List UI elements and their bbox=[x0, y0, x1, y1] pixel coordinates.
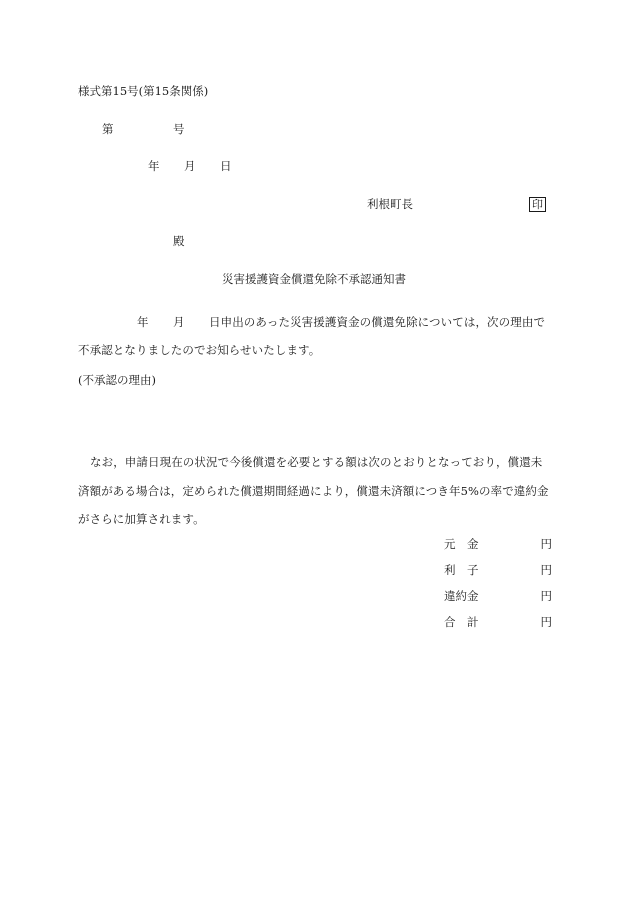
seal-label: 印 bbox=[529, 197, 546, 212]
doc-number-prefix: 第 bbox=[102, 122, 114, 136]
amount-row-penalty bbox=[444, 588, 552, 602]
amount-unit: 円 bbox=[540, 537, 552, 551]
note-line-2: 済額がある場合は，定められた償還期間経過により，償還未済額につき年5%の率で違約金 bbox=[78, 484, 549, 498]
form-number: 様式第15号(第15条関係) bbox=[78, 84, 209, 98]
amount-row-principal bbox=[444, 536, 552, 550]
amount-label: 元 金 bbox=[444, 537, 479, 551]
amount-unit: 円 bbox=[540, 589, 552, 603]
reason-heading: (不承認の理由) bbox=[78, 373, 156, 387]
date-year: 年 bbox=[148, 159, 160, 173]
amount-label: 違約金 bbox=[444, 589, 479, 603]
amount-unit: 円 bbox=[540, 563, 552, 577]
date-day: 日 bbox=[220, 159, 232, 173]
amount-label: 合 計 bbox=[444, 615, 479, 629]
body-line-2: 不承認となりましたのでお知らせいたします。 bbox=[78, 343, 321, 357]
amount-row-total bbox=[444, 614, 552, 628]
amount-unit: 円 bbox=[540, 615, 552, 629]
document-title: 災害援護資金償還免除不承認通知書 bbox=[222, 272, 406, 286]
body-month: 月 bbox=[173, 315, 185, 329]
seal-mark bbox=[529, 197, 546, 212]
body-line-1: 日申出のあった災害援護資金の償還免除については，次の理由で bbox=[209, 315, 546, 329]
amount-label: 利 子 bbox=[444, 563, 479, 577]
sender-name: 利根町長 bbox=[367, 197, 413, 211]
body-year: 年 bbox=[137, 315, 149, 329]
amount-row-interest bbox=[444, 562, 552, 576]
note-line-1: なお，申請日現在の状況で今後償還を必要とする額は次のとおりとなっており，償還未 bbox=[90, 455, 543, 469]
doc-number-suffix: 号 bbox=[173, 122, 185, 136]
date-month: 月 bbox=[184, 159, 196, 173]
recipient-honorific: 殿 bbox=[173, 234, 185, 248]
note-line-3: がさらに加算されます。 bbox=[78, 512, 205, 526]
